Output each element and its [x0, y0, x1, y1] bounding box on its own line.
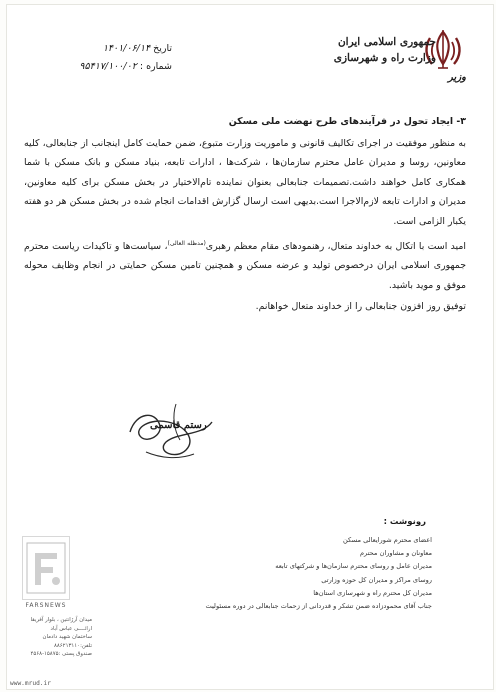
footer-line: تلفن:۸۸۶۲۱۳۱۱۰ [54, 642, 92, 649]
footer-line: میدان آرژانتین ، بلوار آفریقا [30, 617, 92, 623]
paragraph-2-honorific: (مدظله العالی) [167, 239, 206, 247]
paragraph-3: توفیق روز افزون جنابعالی را از خداوند متعال خواهانم. [255, 301, 466, 313]
number-value: ۹۵۴۱۷/۱۰۰/۰۲ [79, 61, 137, 72]
signer-name: رستم قاسمی [150, 420, 207, 431]
cc-item: روسای مراکز و مدیران کل حوزه وزارتی [321, 575, 432, 584]
footer-address [22, 616, 92, 659]
letter-body [24, 112, 466, 317]
number-label: شماره : [139, 61, 172, 72]
paragraph-2-a: امید است با اتکال به خداوند متعال، رهنمودهای مقام معظم رهبری [205, 240, 466, 252]
section-heading: ۳- ایجاد تحول در فرآیندهای طرح نهضت ملی مسکن [228, 116, 466, 127]
fars-logo-icon [22, 536, 70, 600]
footer-line: ساختمان شهید دادمان [42, 634, 92, 641]
org-line-2: وزارت راه و شهرسازی [333, 52, 436, 64]
cc-item: معاونان و مشاوران محترم [359, 549, 432, 558]
cc-list [132, 534, 432, 613]
website-link[interactable]: www.mrud.ir [10, 680, 51, 687]
paragraph-2-b: ، سیاست‌ها و تاکیدات ریاست محترم جمهوری اسلامی ایران درخصوص تولید و عرضه مسکن و همچنین تامین مسکن حمایتی در انجام وظایف محوله موفق و موید باشید. [24, 240, 466, 291]
signature-scribble-icon [116, 392, 226, 476]
number-row [52, 58, 172, 76]
footer-line: صندوق پستی :۱۵۸۷۵-۴۵۶۸ [30, 651, 92, 658]
cc-item: اعضای محترم شورایعالی مسکن [343, 536, 432, 544]
cc-item: مدیران کل محترم راه و شهرسازی استان‌ها [313, 588, 432, 597]
cc-title: رونوشت : [383, 517, 426, 527]
paragraph-2 [24, 234, 466, 296]
letter-meta [52, 40, 172, 76]
org-subtitle: وزیر [448, 72, 466, 83]
watermark-brand: FARSNEWS [25, 602, 67, 609]
org-line-1: جمهوری اسلامی ایران [337, 36, 436, 48]
date-label: تاریخ [153, 43, 172, 54]
organization-name [334, 34, 436, 66]
footer-line: ارائــــی عباس آباد [50, 625, 92, 632]
paragraph-1: به منظور موفقیت در اجرای تکالیف قانونی و ماموریت وزارت متبوع، ضمن حمایت کامل اینجانب از جنابعالی، کلیه معاونین، روسا و مدیران عامل محترم سازمان‌ها ، شرکت‌ها ، ادارات تابعه، بنیاد مسکن و بانک مسکن با شما همکاری کامل خواهند داشت.تصمیمات جنابعالی بعنوان نماینده تام‌الاختیار در بخش مسکن برای کلیه معاونین، مدیران و ادارات تابعه لازم‌الاجرا است.بدیهی است ارسال گزارش اقدامات انجام شده در بخش مسکن هر دو هفته یکبار الزامی است. [24, 137, 466, 227]
date-row [52, 40, 172, 58]
cc-item: جناب آقای محمودزاده ضمن تشکر و قدردانی از زحمات جنابعالی در دوره مسئولیت [205, 602, 432, 611]
date-value: ۱۴۰۱/۰۶/۱۴ [102, 43, 151, 54]
cc-item: مدیران عامل و روسای محترم سازمان‌ها و شرکتهای تابعه [275, 562, 432, 571]
